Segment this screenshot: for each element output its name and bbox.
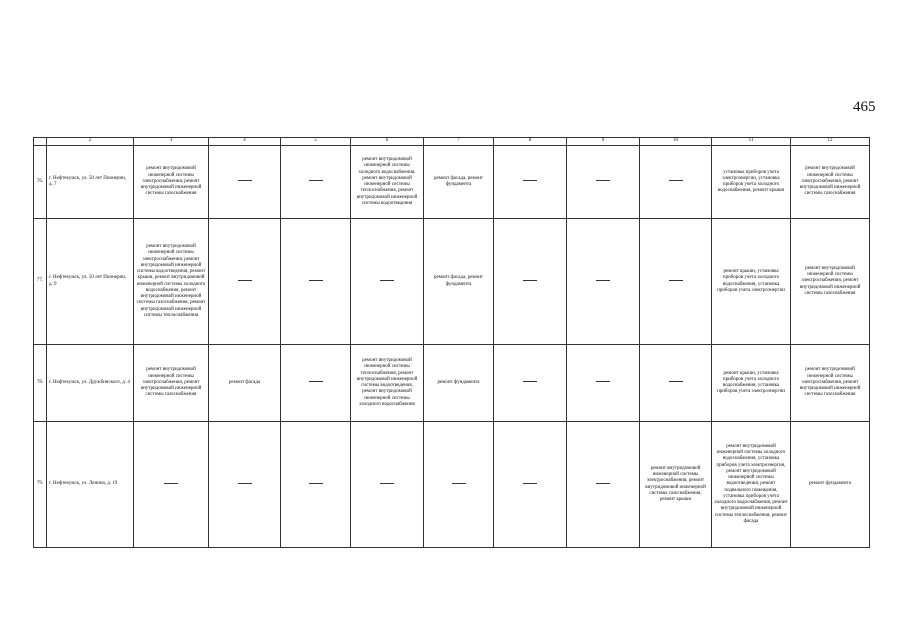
- dash-mark: [523, 483, 537, 484]
- empty-dash-cell: [209, 146, 281, 219]
- work-cell: ремонт крыши, установка приборов учета холодного водоснабжения, установка приборов учета электроэнергии: [712, 345, 791, 422]
- empty-dash-cell: [424, 422, 494, 548]
- work-cell: ремонт внутридомовой инженерной системы электроснабжения, ремонт внутридомовой инженерной системы газоснабжения: [134, 345, 209, 422]
- row-number: 79.: [34, 422, 47, 548]
- col-header: [34, 138, 47, 146]
- work-cell: ремонт внутридомовой инженерной системы электроснабжения, ремонт внутридомовой инженерной системы газоснабжения: [791, 345, 870, 422]
- col-header: 7: [424, 138, 494, 146]
- empty-dash-cell: [494, 422, 567, 548]
- work-cell: ремонт внутридомовой инженерной системы электроснабжения, ремонт внутридомовой инженерной системы газоснабжения: [134, 146, 209, 219]
- dash-mark: [596, 483, 610, 484]
- repair-schedule-table: [33, 137, 870, 548]
- empty-dash-cell: [567, 345, 640, 422]
- work-cell: ремонт внутридомовой инженерной системы холодного водоснабжения, ремонт внутридомовой инженерной системы теплоснабжения, ремонт внутридомовой инженерной системы водоотведения: [351, 146, 424, 219]
- column-number-row: [34, 138, 870, 146]
- dash-mark: [309, 180, 323, 181]
- dash-mark: [164, 483, 178, 484]
- col-header: 9: [567, 138, 640, 146]
- dash-mark: [523, 280, 537, 281]
- col-header: 8: [494, 138, 567, 146]
- empty-dash-cell: [640, 345, 712, 422]
- col-header: 11: [712, 138, 791, 146]
- address-cell: г. Нефтекумск, ул. 50 лет Пионерии, д. 7: [47, 146, 134, 219]
- address-cell: г. Нефтекумск, ул. 50 лет Пионерии, д. 9: [47, 219, 134, 345]
- empty-dash-cell: [351, 219, 424, 345]
- dash-mark: [669, 180, 683, 181]
- dash-mark: [380, 280, 394, 281]
- dash-mark: [596, 280, 610, 281]
- dash-mark: [309, 280, 323, 281]
- col-header: 4: [209, 138, 281, 146]
- work-cell: ремонт фасада: [209, 345, 281, 422]
- empty-dash-cell: [281, 345, 351, 422]
- empty-dash-cell: [351, 422, 424, 548]
- col-header: 10: [640, 138, 712, 146]
- empty-dash-cell: [494, 146, 567, 219]
- work-cell: ремонт крыши, установка приборов учета холодного водоснабжения, установка приборов учета электроэнергии: [712, 219, 791, 345]
- work-cell: ремонт фасада, ремонт фундамента: [424, 146, 494, 219]
- dash-mark: [452, 483, 466, 484]
- dash-mark: [669, 381, 683, 382]
- table-row: [34, 422, 870, 548]
- empty-dash-cell: [281, 219, 351, 345]
- col-header: 3: [134, 138, 209, 146]
- work-cell: установка приборов учета электроэнергии, установка приборов учета холодного водоснабжения, ремонт крыши: [712, 146, 791, 219]
- empty-dash-cell: [281, 422, 351, 548]
- row-number: 76.: [34, 146, 47, 219]
- dash-mark: [523, 180, 537, 181]
- empty-dash-cell: [209, 219, 281, 345]
- page-number: 465: [853, 99, 876, 115]
- empty-dash-cell: [640, 146, 712, 219]
- empty-dash-cell: [494, 345, 567, 422]
- empty-dash-cell: [281, 146, 351, 219]
- dash-mark: [238, 483, 252, 484]
- work-cell: ремонт внутридомовой инженерной системы теплоснабжения, ремонт внутридомовой инженерной системы водоотведения, ремонт внутридомовой инженерной системы холодного водоснабжения: [351, 345, 424, 422]
- dash-mark: [309, 483, 323, 484]
- dash-mark: [238, 280, 252, 281]
- table-row: [34, 146, 870, 219]
- empty-dash-cell: [494, 219, 567, 345]
- dash-mark: [523, 381, 537, 382]
- dash-mark: [309, 381, 323, 382]
- dash-mark: [669, 280, 683, 281]
- address-cell: г. Нефтекумск, ул. Ленина, д. 19: [47, 422, 134, 548]
- col-header: 6: [351, 138, 424, 146]
- empty-dash-cell: [567, 219, 640, 345]
- work-cell: ремонт внутридомовой инженерной системы холодного водоснабжения, установка приборов учета электроэнергии, ремонт внутридомовой инженерной системы водоотведения, ремонт подвального помещения, установка приборов учета холодного водоснабжения, ремонт внутридомовой инженерной системы теплоснабжения, ремонт фасада: [712, 422, 791, 548]
- work-cell: ремонт фундамента: [424, 345, 494, 422]
- work-cell: ремонт фасада, ремонт фундамента: [424, 219, 494, 345]
- work-cell: ремонт фундамента: [791, 422, 870, 548]
- dash-mark: [380, 483, 394, 484]
- dash-mark: [238, 180, 252, 181]
- table-row: [34, 219, 870, 345]
- empty-dash-cell: [134, 422, 209, 548]
- dash-mark: [596, 381, 610, 382]
- col-header: 5: [281, 138, 351, 146]
- empty-dash-cell: [567, 146, 640, 219]
- address-cell: г. Нефтекумск, ул. Дружбинского, д. 4: [47, 345, 134, 422]
- work-cell: ремонт внутридомовой инженерной системы электроснабжения, ремонт внутридомовой инженерной системы газоснабжения: [791, 219, 870, 345]
- work-cell: ремонт внутридомовой инженерной системы электроснабжения, ремонт внутридомовой инженерной системы газоснабжения, ремонт крыши: [640, 422, 712, 548]
- empty-dash-cell: [640, 219, 712, 345]
- row-number: 78.: [34, 345, 47, 422]
- dash-mark: [596, 180, 610, 181]
- table-row: [34, 345, 870, 422]
- col-header: 2: [47, 138, 134, 146]
- empty-dash-cell: [567, 422, 640, 548]
- col-header: 12: [791, 138, 870, 146]
- work-cell: ремонт внутридомовой инженерной системы электроснабжения, ремонт внутридомовой инженерной системы газоснабжения: [791, 146, 870, 219]
- empty-dash-cell: [209, 422, 281, 548]
- row-number: 77.: [34, 219, 47, 345]
- work-cell: ремонт внутридомовой инженерной системы электроснабжения, ремонт внутридомовой инженерной системы водоотведения, ремонт крыши, ремонт внутридомовой инженерной системы холодного водоснабжения, ремонт внутридомовой инженерной системы газоснабжения, ремонт внутридомовой инженерной системы теплоснабжения: [134, 219, 209, 345]
